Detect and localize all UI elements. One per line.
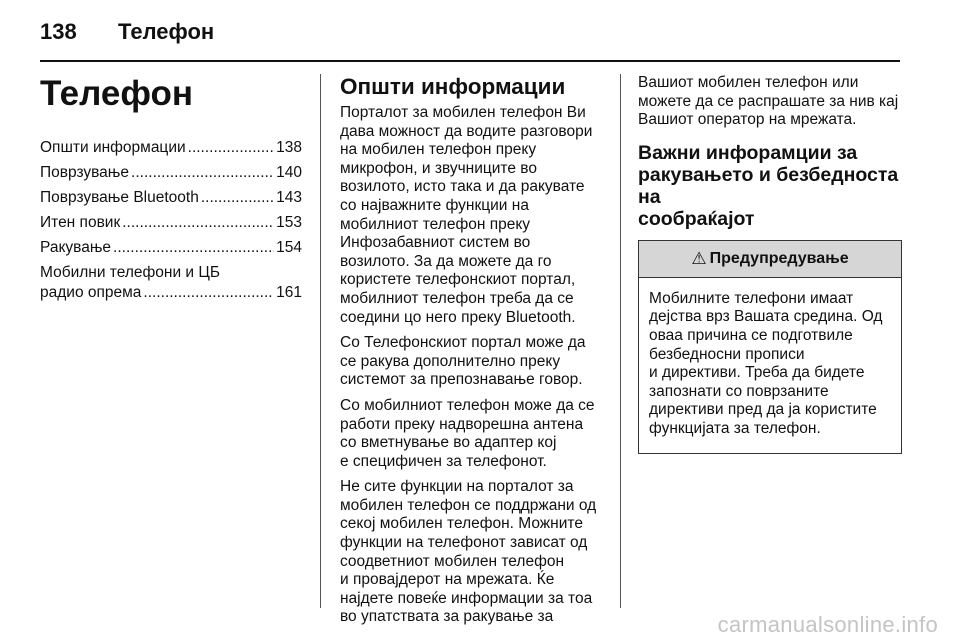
toc-leader-dots [113,238,274,258]
header-rule [40,60,900,62]
warning-text: Мобилните телефони имаат дејства врз Вашата средина. Од оваа причина се подготвиле безбедносни прописи и директиви. Треба да бидете запознати со поврзаните директиви пред да ја користите функцијата за телефон. [649,289,883,437]
toc-item-title: Итен повик [40,214,121,231]
toc-leader-dots [122,213,274,233]
safety-column [638,74,902,454]
toc-item-page: 143 [276,189,302,206]
chapter-title: Телефон [40,74,194,113]
toc-item-title: Поврзување [40,164,130,181]
toc-item[interactable] [40,163,302,183]
toc-item-title: Општи информации [40,139,186,156]
general-info-heading: Општи информации [340,74,566,99]
general-paragraph: Не сите функции на порталот за мобилен телефон се поддржани од секој мобилен телефон. Можните функции на телефонот зависат од соодветниот мобилен телефон и провајдерот на мрежата. Ќе најдете повеќе информации за тоа во упатствата за ракување за [340,478,597,626]
general-paragraph: Со Телефонскиот портал може да се ракува дополнително преку системот за препознавање говор. [340,334,586,389]
toc-item-page: 161 [276,284,302,301]
toc-item[interactable] [40,238,302,258]
warning-triangle-icon: ⚠ [691,248,707,268]
column-divider-left [320,74,321,608]
general-paragraph: Порталот за мобилен телефон Ви дава можност да водите разговори на мобилен телефон преку микрофон, и звучниците во возилото, исто така и да ракувате со најважните функции на мобилниот телефон преку Инфозабавниот систем во возилото. За да можете да го користете телефонскиот портал, мобилниот телефон треба да се соедини цо него преку Bluetooth. [340,104,593,326]
watermark: carmanualsonline.info [717,612,938,637]
column-divider-right [620,74,621,608]
toc-leader-dots [188,138,274,158]
warning-box [638,240,902,454]
general-info-column [340,74,606,634]
toc-item-page: 154 [276,239,302,256]
page-header [40,18,214,46]
chapter-column [40,72,302,308]
warning-body [639,278,901,453]
header-section-title: Телефон [118,19,215,44]
page-number: 138 [40,19,77,44]
table-of-contents [40,138,302,303]
toc-item-title: Ракување [40,239,112,256]
warning-header [639,241,901,278]
toc-item-page: 140 [276,164,302,181]
toc-item-title: Поврзување Bluetooth [40,189,199,206]
toc-item-page: 153 [276,214,302,231]
toc-item-title: радио опрема [40,284,142,301]
toc-leader-dots [201,188,274,208]
safety-heading: Важни инфорамции за ракувањето и безбедноста на сообраќајот [638,141,899,230]
toc-leader-dots [143,283,274,303]
toc-item-title-line1: Мобилни телефони и ЦБ [40,264,221,281]
toc-leader-dots [131,163,274,183]
warning-label: Предупредување [709,249,849,267]
general-paragraph: Со мобилниот телефон може да се работи преку надворешна антена со вметнување во адаптер кој е специфичен за телефонот. [340,396,595,470]
toc-item[interactable] [40,138,302,158]
toc-item-page: 138 [276,139,302,156]
toc-item[interactable] [40,263,302,303]
toc-item[interactable] [40,213,302,233]
general-continuation: Вашиот мобилен телефон или можете да се распрашате за нив кај Вашиот оператор на мрежата. [638,74,899,129]
toc-item[interactable] [40,188,302,208]
